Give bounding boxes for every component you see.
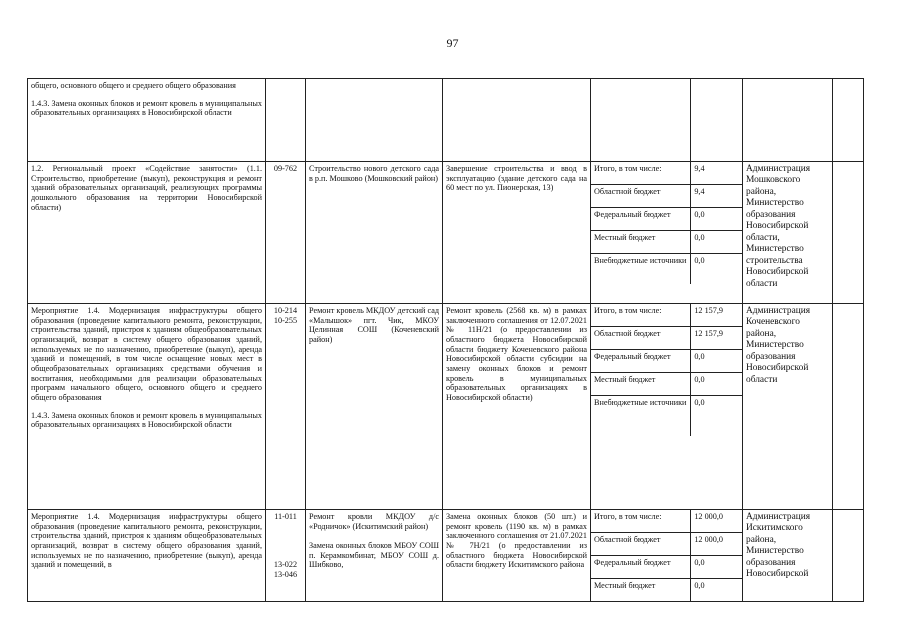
funding-source-row — [591, 373, 742, 396]
responsible-executor: Администрация Искитимского района, Министерство образования Новосибирской — [743, 510, 833, 602]
funding-source-name: Федеральный бюджет — [594, 210, 671, 219]
funding-source-row — [591, 350, 742, 373]
table-row — [28, 304, 864, 510]
object-code: 11-011 13-022 13-046 — [266, 510, 306, 602]
funding-source-value: 12 157,9 — [690, 327, 742, 349]
funding-source-name: Федеральный бюджет — [594, 558, 671, 567]
funding-source-row — [591, 327, 742, 350]
funding-source-value: 9,4 — [690, 162, 742, 184]
object-name: Ремонт кровель МКДОУ детский сад «Малышок» пгт. Чик, МКОУ Целинная СОШ (Коченевский район) — [306, 304, 443, 510]
table-row — [28, 79, 864, 162]
funding-source-name: Итого, в том числе: — [594, 306, 662, 315]
funding-source-name: Областной бюджет — [594, 535, 661, 544]
funding-source-row — [591, 208, 742, 231]
empty-cell — [833, 510, 864, 602]
sub-measure-description: 1.4.3. Замена оконных блоков и ремонт кровель в муниципальных образовательных организациях в Новосибирской области — [31, 98, 262, 118]
empty-cell — [833, 79, 864, 162]
funding-source-name: Внебюджетные источники — [594, 398, 687, 407]
funding-source-row — [591, 510, 742, 533]
expected-result — [443, 79, 591, 162]
funding-source-value: 0,0 — [690, 579, 742, 601]
funding-source-name: Итого, в том числе: — [594, 164, 662, 173]
funding-source-name: Областной бюджет — [594, 187, 661, 196]
funding-source-row — [591, 162, 742, 185]
measure-description: Мероприятие 1.4. Модернизация инфраструктуры общего образования (проведение капитального ремонта, реконструкции, строительства зданий, пристроя к зданиям общеобразовательных организаций, возврат в систему общего образования зданий, используемых не по назначению, приобретение (выкуп), аренда зданий и помещений, в — [31, 512, 262, 570]
funding-source-row — [591, 304, 742, 327]
funding-source-value: 12 157,9 — [690, 304, 742, 326]
funding-source-row — [591, 579, 742, 601]
funding-source-name: Итого, в том числе: — [594, 512, 662, 521]
responsible-executor: Администрация Коченевского района, Министерство образования Новосибирской области — [743, 304, 833, 510]
funding-source-value: 0,0 — [690, 556, 742, 578]
funding-sources-cell — [591, 162, 743, 304]
funding-sources-cell — [591, 304, 743, 510]
object-name — [306, 79, 443, 162]
measure-description-cell — [28, 79, 266, 162]
funding-source-row — [591, 231, 742, 254]
object-name: Строительство нового детского сада в р.п. Мошково (Мошковский район) — [306, 162, 443, 304]
funding-source-name: Местный бюджет — [594, 375, 656, 384]
funding-source-value: 0,0 — [690, 396, 742, 436]
expected-result: Ремонт кровель (2568 кв. м) в рамках заключенного соглашения от 12.07.2021 № 11Н/21 (о предоставлении из областного бюджета Новосибирской области бюджету Коченевского района Новосибирской области субсидии на замену оконных блоков и ремонт кровель в муниципальных образовательных организациях в Новосибирской области) — [443, 304, 591, 510]
funding-source-name: Внебюджетные источники — [594, 256, 687, 265]
responsible-executor: Администрация Мошковского района, Министерство образования Новосибирской области, Министерство строительства Новосибирской области — [743, 162, 833, 304]
responsible-executor — [743, 79, 833, 162]
funding-source-value: 12 000,0 — [690, 533, 742, 555]
measure-description: Мероприятие 1.4. Модернизация инфраструктуры общего образования (проведение капитального ремонта, реконструкции, строительства зданий, пристроя к зданиям общеобразовательных организаций, возврат в систему общего образования зданий, используемых не по назначению, приобретение (выкуп), аренда зданий и помещений, в том числе оснащение новых мест в общеобразовательных организациях средствами обучения и воспитания, необходимыми для реализации образовательных программ начального общего, основного общего и среднего общего образования — [31, 306, 262, 403]
funding-source-name: Федеральный бюджет — [594, 352, 671, 361]
table-row — [28, 162, 864, 304]
empty-cell — [833, 304, 864, 510]
measure-description-cell — [28, 162, 266, 304]
expected-result: Замена оконных блоков (50 шт.) и ремонт кровель (1190 кв. м) в рамках заключенного соглашения от 21.07.2021 № 7Н/21 (о предоставлении из областного бюджета Новосибирской области бюджету Искитимского района — [443, 510, 591, 602]
object-code: 09-762 — [266, 162, 306, 304]
funding-sources-cell — [591, 510, 743, 602]
funding-source-value: 0,0 — [690, 350, 742, 372]
measures-table — [27, 78, 864, 602]
funding-source-value: 12 000,0 — [690, 510, 742, 532]
funding-source-value: 9,4 — [690, 185, 742, 207]
funding-source-row — [591, 185, 742, 208]
table-row — [28, 510, 864, 602]
funding-sources-cell — [591, 79, 743, 162]
funding-source-row — [591, 254, 742, 284]
funding-source-row — [591, 396, 742, 436]
funding-source-value: 0,0 — [690, 231, 742, 253]
funding-source-name: Местный бюджет — [594, 581, 656, 590]
expected-result: Завершение строительства и ввод в эксплуатацию (здание детского сада на 60 мест по ул. Пионерская, 13) — [443, 162, 591, 304]
funding-source-name: Областной бюджет — [594, 329, 661, 338]
funding-source-value: 0,0 — [690, 254, 742, 284]
measure-description-cell — [28, 510, 266, 602]
page-number: 97 — [446, 36, 459, 50]
sub-measure-description: 1.4.3. Замена оконных блоков и ремонт кровель в муниципальных образовательных организациях в Новосибирской области — [31, 410, 262, 430]
document-sheet — [27, 78, 863, 602]
measure-description: общего, основного общего и среднего общего образования — [31, 81, 236, 90]
funding-source-value: 0,0 — [690, 373, 742, 395]
funding-source-value: 0,0 — [690, 208, 742, 230]
measure-description-cell — [28, 304, 266, 510]
object-code: 10-214 10-255 — [266, 304, 306, 510]
funding-source-name: Местный бюджет — [594, 233, 656, 242]
funding-source-row — [591, 556, 742, 579]
measure-description: 1.2. Региональный проект «Содействие занятости» (1.1. Строительство, приобретение (выкуп), реконструкция и ремонт зданий образовательных организаций, реализующих программы дошкольного образования на территории Новосибирской области) — [31, 164, 262, 212]
object-name: Ремонт кровли МКДОУ д/с «Родничок» (Искитимский район) Замена оконных блоков МБОУ СОШ п. Керамкомбинат, МБОУ СОШ д. Шибково, — [306, 510, 443, 602]
empty-cell — [833, 162, 864, 304]
object-code — [266, 79, 306, 162]
funding-source-row — [591, 533, 742, 556]
